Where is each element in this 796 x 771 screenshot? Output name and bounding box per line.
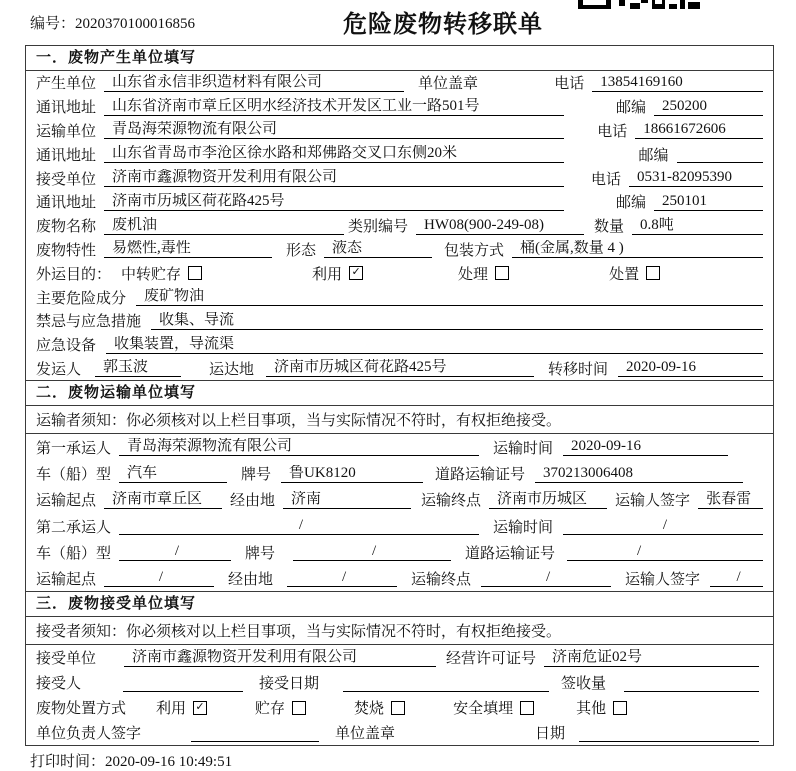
- first-carrier-value: 青岛海荣源物流有限公司: [119, 438, 479, 456]
- license-label: 经营许可证号: [446, 651, 537, 668]
- route-start-label: 运输起点: [36, 571, 97, 588]
- receiver-row: [26, 166, 773, 190]
- serial-number: 2020370100016856: [75, 16, 196, 32]
- transporter-address-row: [26, 142, 773, 166]
- address-label: 通讯地址: [36, 147, 97, 164]
- emergency-measures-row: [26, 309, 773, 333]
- manifest-form: [25, 45, 774, 746]
- form-value: 液态: [324, 240, 432, 258]
- date-label: 日期: [535, 726, 566, 743]
- road-permit-value: 370213006408: [535, 465, 743, 483]
- producer-value: 山东省永信非织造材料有限公司: [104, 74, 404, 92]
- waste-name-row: [26, 214, 773, 238]
- route-via-value: 济南: [283, 491, 411, 509]
- route-end-value: /: [481, 569, 611, 587]
- first-route-row: [26, 487, 773, 513]
- road-permit-value: /: [567, 543, 763, 561]
- accept-date-value: [343, 674, 549, 692]
- checkbox-other: [613, 701, 627, 715]
- category-label: 类别编号: [348, 219, 409, 236]
- route-end-label: 运输终点: [411, 571, 472, 588]
- acceptor-label: 接受人: [36, 676, 82, 693]
- form-label: 形态: [286, 242, 317, 259]
- emergency-equipment-row: [26, 333, 773, 357]
- plate-label: 牌号: [241, 467, 272, 484]
- section3-title: 三．废物接受单位填写: [26, 592, 773, 617]
- qr-code-fragment-icon: [578, 0, 700, 10]
- zip-label: 邮编: [616, 100, 647, 117]
- second-carrier-value: /: [119, 517, 479, 535]
- purpose-label: 外运目的：: [36, 266, 112, 283]
- transport-time-value: 2020-09-16: [563, 438, 728, 456]
- disposal-method-label: 废物处置方式: [36, 701, 127, 718]
- transporter-phone-value: 18661672606: [635, 121, 763, 139]
- receiver-zip-value: 250101: [654, 193, 763, 211]
- category-value: HW08(900-249-08): [416, 217, 584, 235]
- waste-property-row: [26, 238, 773, 262]
- route-via-label: 经由地: [228, 571, 274, 588]
- license-value: 济南危证02号: [544, 649, 759, 667]
- vehicle-type-label: 车（船）型: [36, 467, 112, 484]
- transfer-time-value: 2020-09-16: [618, 359, 763, 377]
- disposal-option-landfill: 安全填埋: [453, 697, 534, 718]
- print-time-value: 2020-09-16 10:49:51: [105, 754, 233, 770]
- producer-address-value: 山东省济南市章丘区明水经济技术开发区工业一路501号: [104, 98, 564, 116]
- responsible-sign-label: 单位负责人签字: [36, 726, 142, 743]
- producer-address-row: [26, 95, 773, 119]
- second-route-row: [26, 565, 773, 591]
- responsible-sign-value: [191, 724, 319, 742]
- route-via-label: 经由地: [230, 493, 276, 510]
- transporter-label: 运输单位: [36, 123, 97, 140]
- checkbox-incineration: [391, 701, 405, 715]
- checkbox-storage: [292, 701, 306, 715]
- road-permit-label: 道路运输证号: [435, 467, 526, 484]
- phone-label: 电话: [597, 123, 628, 140]
- transporter-notice: 运输者须知：你必须核对以上栏目事项，当与实际情况不符时，有权拒绝接受。: [26, 406, 773, 434]
- quantity-label: 数量: [594, 219, 625, 236]
- vehicle-type-label: 车（船）型: [36, 545, 112, 562]
- receiver-label: 接受单位: [36, 171, 97, 188]
- route-start-label: 运输起点: [36, 493, 97, 510]
- destination-label: 运达地: [209, 361, 255, 378]
- first-vehicle-row: [26, 461, 773, 487]
- accept-unit-value: 济南市鑫源物资开发利用有限公司: [124, 649, 436, 667]
- route-end-label: 运输终点: [421, 493, 482, 510]
- transfer-time-label: 转移时间: [548, 361, 609, 378]
- disposal-option-storage: 贮存: [255, 697, 306, 718]
- purpose-option-disposal: 处置: [609, 263, 660, 284]
- shipper-label: 发运人: [36, 361, 82, 378]
- accept-date-label: 接受日期: [259, 676, 320, 693]
- acceptor-value: [123, 674, 243, 692]
- hazard-component-label: 主要危险成分: [36, 290, 127, 307]
- transport-time-value: /: [563, 517, 763, 535]
- receiver-notice: 接受者须知：你必须核对以上栏目事项，当与实际情况不符时，有权拒绝接受。: [26, 617, 773, 645]
- shipper-value: 郭玉波: [95, 359, 181, 377]
- destination-value: 济南市历城区荷花路425号: [266, 359, 534, 377]
- phone-label: 电话: [554, 76, 585, 93]
- purpose-option-recycle: 利用 ✓: [312, 263, 363, 284]
- serial-label: 编号：: [30, 16, 76, 32]
- unit-seal-label: 单位盖章: [335, 726, 396, 743]
- purpose-option-treatment: 处理: [458, 263, 509, 284]
- first-carrier-row: [26, 434, 773, 460]
- section-receiver: [26, 591, 773, 745]
- emergency-measures-value: 收集、导流: [151, 312, 763, 330]
- signature-row: [26, 720, 773, 745]
- emergency-equipment-value: 收集装置，导流渠: [106, 336, 763, 354]
- receiver-phone-value: 0531-82095390: [629, 169, 763, 187]
- disposal-option-incineration: 焚烧: [354, 697, 405, 718]
- acceptor-row: [26, 670, 773, 695]
- vehicle-type-value: 汽车: [119, 465, 227, 483]
- producer-label: 产生单位: [36, 76, 97, 93]
- received-qty-value: [624, 674, 759, 692]
- checkbox-recycle: ✓: [349, 266, 363, 280]
- accept-unit-row: [26, 645, 773, 670]
- emergency-measures-label: 禁忌与应急措施: [36, 314, 142, 331]
- carrier-sign-label: 运输人签字: [625, 571, 701, 588]
- checkbox-transfer-storage: [188, 266, 202, 280]
- disposal-method-row: [26, 695, 773, 720]
- emergency-equipment-label: 应急设备: [36, 338, 97, 355]
- checkbox-treatment: [495, 266, 509, 280]
- producer-row: [26, 71, 773, 95]
- transporter-address-value: 山东省青岛市李沧区徐水路和郑佛路交叉口东侧20米: [104, 145, 564, 163]
- zip-label: 邮编: [638, 147, 669, 164]
- transport-time-label: 运输时间: [493, 440, 554, 457]
- waste-property-label: 废物特性: [36, 242, 97, 259]
- waste-name-value: 废机油: [104, 217, 344, 235]
- transport-time-label: 运输时间: [493, 519, 554, 536]
- route-start-value: 济南市章丘区: [104, 491, 222, 509]
- accept-unit-label: 接受单位: [36, 651, 97, 668]
- route-via-value: /: [287, 569, 397, 587]
- transporter-value: 青岛海荣源物流有限公司: [104, 121, 564, 139]
- packaging-value: 桶(金属,数量 4 ): [512, 240, 763, 258]
- disposal-option-other: 其他: [576, 697, 627, 718]
- producer-zip-value: 250200: [654, 98, 763, 116]
- quantity-value: 0.8吨: [632, 217, 763, 235]
- section-producer: [26, 46, 773, 380]
- carrier-sign-value: 张春雷: [698, 491, 763, 509]
- route-end-value: 济南市历城区: [489, 491, 607, 509]
- vehicle-type-value: /: [119, 543, 231, 561]
- received-qty-label: 签收量: [561, 676, 607, 693]
- second-carrier-row: [26, 513, 773, 539]
- waste-property-value: 易燃性,毒性: [104, 240, 272, 258]
- second-carrier-label: 第二承运人: [36, 519, 112, 536]
- plate-value: /: [293, 543, 451, 561]
- waste-name-label: 废物名称: [36, 219, 97, 236]
- transporter-zip-value: [677, 145, 763, 163]
- receiver-address-value: 济南市历城区荷花路425号: [104, 193, 564, 211]
- phone-label: 电话: [591, 171, 622, 188]
- section-transporter: [26, 380, 773, 591]
- serial-number-line: [30, 12, 195, 33]
- address-label: 通讯地址: [36, 100, 97, 117]
- disposal-option-recycle: 利用 ✓: [156, 697, 207, 718]
- plate-label: 牌号: [245, 545, 276, 562]
- section2-title: 二．废物运输单位填写: [26, 381, 773, 406]
- producer-phone-value: 13854169160: [592, 74, 763, 92]
- transporter-row: [26, 119, 773, 143]
- seal-label: 单位盖章: [418, 76, 479, 93]
- address-label: 通讯地址: [36, 195, 97, 212]
- print-time-label: 打印时间：: [30, 754, 106, 770]
- receiver-address-row: [26, 190, 773, 214]
- first-carrier-label: 第一承运人: [36, 440, 112, 457]
- hazard-component-value: 废矿物油: [136, 288, 763, 306]
- checkbox-landfill: [520, 701, 534, 715]
- section1-title: 一．废物产生单位填写: [26, 46, 773, 71]
- packaging-label: 包装方式: [444, 242, 505, 259]
- plate-value: 鲁UK8120: [281, 465, 423, 483]
- purpose-row: [26, 261, 773, 285]
- date-value: [579, 724, 759, 742]
- checkbox-recycle: ✓: [193, 701, 207, 715]
- road-permit-label: 道路运输证号: [465, 545, 556, 562]
- checkbox-disposal: [646, 266, 660, 280]
- carrier-sign-value: /: [710, 569, 763, 587]
- carrier-sign-label: 运输人签字: [615, 493, 691, 510]
- page-title: 危险废物转移联单: [343, 12, 543, 38]
- receiver-value: 济南市鑫源物资开发利用有限公司: [104, 169, 564, 187]
- hazard-component-row: [26, 285, 773, 309]
- route-start-value: /: [104, 569, 214, 587]
- shipper-row: [26, 357, 773, 381]
- zip-label: 邮编: [616, 195, 647, 212]
- second-vehicle-row: [26, 539, 773, 565]
- purpose-option-transfer-storage: 中转贮存: [121, 263, 202, 284]
